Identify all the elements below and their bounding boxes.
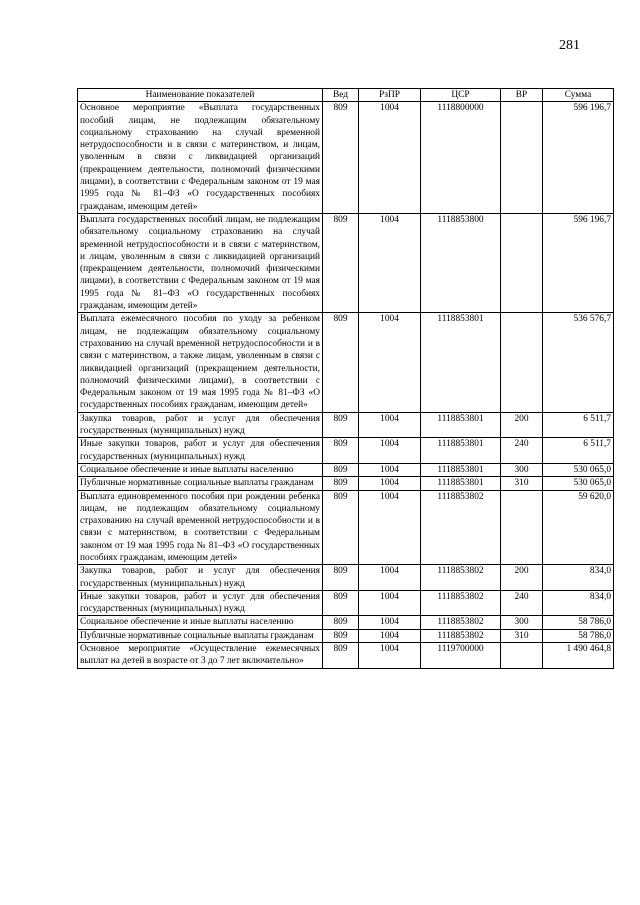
ved-cell: 809 — [323, 313, 359, 412]
sum-cell: 834,0 — [543, 590, 614, 616]
table-row — [78, 590, 614, 616]
vr-cell — [501, 643, 543, 669]
sum-cell: 58 786,0 — [543, 616, 614, 629]
csr-cell: 1118853801 — [421, 313, 501, 412]
name-cell: Социальное обеспечение и иные выплаты населению — [78, 616, 323, 629]
csr-cell: 1118853802 — [421, 616, 501, 629]
name-cell: Основное мероприятие «Осуществление ежемесячных выплат на детей в возрасте от 3 до 7 лет включительно» — [78, 643, 323, 669]
table-row — [78, 616, 614, 629]
ved-cell: 809 — [323, 643, 359, 669]
ved-cell: 809 — [323, 490, 359, 565]
rzpr-cell: 1004 — [359, 629, 421, 642]
vr-cell — [501, 490, 543, 565]
column-header-vr: ВР — [501, 89, 543, 102]
sum-cell: 834,0 — [543, 565, 614, 591]
name-cell: Социальное обеспечение и иные выплаты населению — [78, 463, 323, 476]
sum-cell: 6 511,7 — [543, 438, 614, 464]
sum-cell: 1 490 464,8 — [543, 643, 614, 669]
sum-cell: 536 576,7 — [543, 313, 614, 412]
table-row — [78, 412, 614, 438]
csr-cell: 1118853802 — [421, 490, 501, 565]
vr-cell — [501, 213, 543, 312]
rzpr-cell: 1004 — [359, 213, 421, 312]
sum-cell: 58 786,0 — [543, 629, 614, 642]
vr-cell: 300 — [501, 616, 543, 629]
csr-cell: 1118800000 — [421, 102, 501, 214]
table-row — [78, 477, 614, 490]
table-row — [78, 565, 614, 591]
vr-cell — [501, 313, 543, 412]
name-cell: Закупка товаров, работ и услуг для обеспечения государственных (муниципальных) нужд — [78, 565, 323, 591]
name-cell: Закупка товаров, работ и услуг для обеспечения государственных (муниципальных) нужд — [78, 412, 323, 438]
column-header-sum: Сумма — [543, 89, 614, 102]
rzpr-cell: 1004 — [359, 102, 421, 214]
ved-cell: 809 — [323, 102, 359, 214]
vr-cell: 310 — [501, 477, 543, 490]
ved-cell: 809 — [323, 590, 359, 616]
vr-cell: 310 — [501, 629, 543, 642]
vr-cell — [501, 102, 543, 214]
sum-cell: 59 620,0 — [543, 490, 614, 565]
rzpr-cell: 1004 — [359, 616, 421, 629]
name-cell: Иные закупки товаров, работ и услуг для обеспечения государственных (муниципальных) нужд — [78, 438, 323, 464]
table-row — [78, 643, 614, 669]
vr-cell: 200 — [501, 565, 543, 591]
rzpr-cell: 1004 — [359, 477, 421, 490]
csr-cell: 1119700000 — [421, 643, 501, 669]
sum-cell: 530 065,0 — [543, 477, 614, 490]
rzpr-cell: 1004 — [359, 643, 421, 669]
ved-cell: 809 — [323, 616, 359, 629]
rzpr-cell: 1004 — [359, 565, 421, 591]
vr-cell: 300 — [501, 463, 543, 476]
csr-cell: 1118853801 — [421, 477, 501, 490]
table-row — [78, 313, 614, 412]
vr-cell: 240 — [501, 438, 543, 464]
csr-cell: 1118853802 — [421, 629, 501, 642]
rzpr-cell: 1004 — [359, 590, 421, 616]
ved-cell: 809 — [323, 463, 359, 476]
vr-cell: 200 — [501, 412, 543, 438]
ved-cell: 809 — [323, 213, 359, 312]
table-header-row — [78, 89, 614, 102]
ved-cell: 809 — [323, 565, 359, 591]
name-cell: Публичные нормативные социальные выплаты гражданам — [78, 629, 323, 642]
csr-cell: 1118853801 — [421, 463, 501, 476]
vr-cell: 240 — [501, 590, 543, 616]
name-cell: Иные закупки товаров, работ и услуг для обеспечения государственных (муниципальных) нужд — [78, 590, 323, 616]
table-row — [78, 463, 614, 476]
table-row — [78, 102, 614, 214]
sum-cell: 530 065,0 — [543, 463, 614, 476]
name-cell: Выплата единовременного пособия при рождении ребенка лицам, не подлежащим обязательному социальному страхованию на случай временной нетрудоспособности и в связи с материнством, в соответствии с Федеральным законом от 19 мая 1995 года № 81–ФЗ «О государственных пособиях гражданам, имеющим детей» — [78, 490, 323, 565]
rzpr-cell: 1004 — [359, 490, 421, 565]
sum-cell: 596 196,7 — [543, 213, 614, 312]
rzpr-cell: 1004 — [359, 463, 421, 476]
rzpr-cell: 1004 — [359, 438, 421, 464]
name-cell: Публичные нормативные социальные выплаты гражданам — [78, 477, 323, 490]
rzpr-cell: 1004 — [359, 313, 421, 412]
ved-cell: 809 — [323, 412, 359, 438]
table-row — [78, 213, 614, 312]
sum-cell: 596 196,7 — [543, 102, 614, 214]
column-header-name: Наименование показателей — [78, 89, 323, 102]
sum-cell: 6 511,7 — [543, 412, 614, 438]
ved-cell: 809 — [323, 629, 359, 642]
table-row — [78, 438, 614, 464]
page-number: 281 — [559, 38, 580, 53]
table-row — [78, 490, 614, 565]
column-header-csr: ЦСР — [421, 89, 501, 102]
csr-cell: 1118853801 — [421, 438, 501, 464]
name-cell: Выплата ежемесячного пособия по уходу за ребенком лицам, не подлежащим обязательному социальному страхованию на случай временной нетрудоспособности и в связи с материнством, а также лицам, уволенным в связи с ликвидацией организаций (прекращением деятельности, полномочий физическими лицами), в соответствии с Федеральным законом от 19 мая 1995 года № 81–ФЗ «О государственных пособиях гражданам, имеющим детей» — [78, 313, 323, 412]
name-cell: Основное мероприятие «Выплата государственных пособий лицам, не подлежащим обязательному социальному страхованию на случай временной нетрудоспособности и в связи с материнством, и лицам, уволенным в связи с ликвидацией организаций (прекращением деятельности, полномочий физическими лицами), в соответствии с Федеральным законом от 19 мая 1995 года № 81–ФЗ «О государственных пособиях гражданам, имеющим детей» — [78, 102, 323, 214]
csr-cell: 1118853802 — [421, 565, 501, 591]
column-header-ved: Вед — [323, 89, 359, 102]
csr-cell: 1118853801 — [421, 412, 501, 438]
column-header-rzpr: РзПР — [359, 89, 421, 102]
csr-cell: 1118853802 — [421, 590, 501, 616]
budget-table — [77, 88, 614, 669]
table-row — [78, 629, 614, 642]
rzpr-cell: 1004 — [359, 412, 421, 438]
csr-cell: 1118853800 — [421, 213, 501, 312]
name-cell: Выплата государственных пособий лицам, не подлежащим обязательному социальному страхованию на случай временной нетрудоспособности и в связи с материнством, и лицам, уволенным в связи с ликвидацией организаций (прекращением деятельности, полномочий физическими лицами), в соответствии с Федеральным законом от 19 мая 1995 года № 81–ФЗ «О государственных пособиях гражданам, имеющим детей» — [78, 213, 323, 312]
ved-cell: 809 — [323, 477, 359, 490]
ved-cell: 809 — [323, 438, 359, 464]
